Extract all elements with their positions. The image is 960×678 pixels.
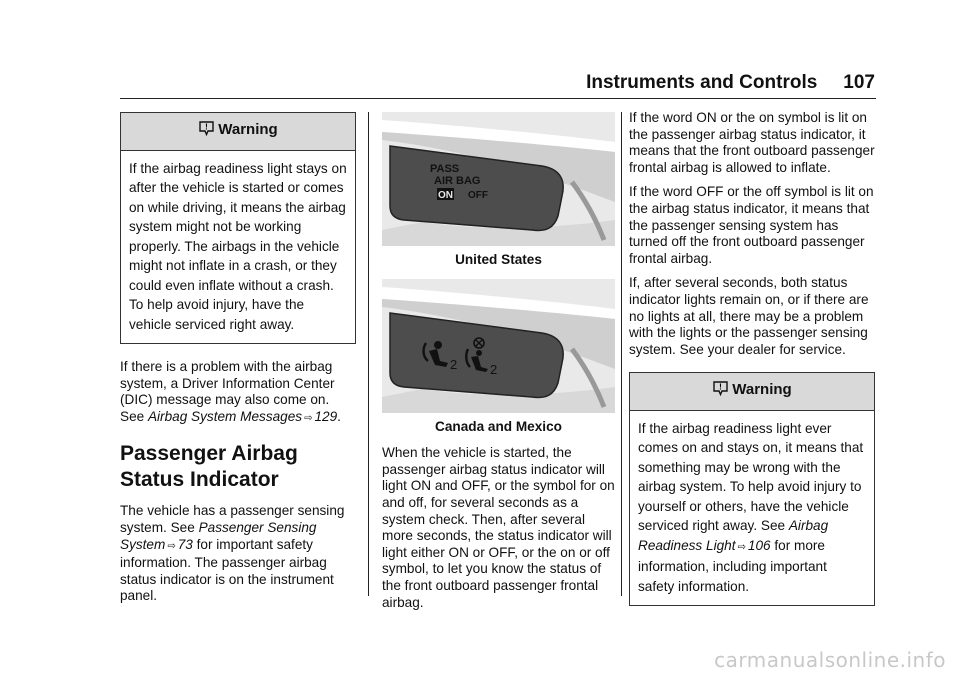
warning-title: Warning <box>732 381 792 399</box>
svg-text:!: ! <box>205 122 209 132</box>
figure-canada-mexico-indicator <box>382 279 615 413</box>
paragraph: If the word ON or the on symbol is lit on the passenger airbag status indicator, it means that the front outboard passenger frontal airbag is allowed to inflate. <box>629 110 875 175</box>
svg-text:!: ! <box>719 382 723 392</box>
warning-header <box>121 113 355 151</box>
section-heading: Passenger Airbag Status Indicator <box>120 442 298 492</box>
seat-number-1: 2 <box>450 356 458 372</box>
paragraph: If, after several seconds, both status indicator lights remain on, or if there are no lights at all, there may be a problem with the lights or the passenger sensing system. See your dealer for service. <box>629 275 869 357</box>
watermark: carmanualsonline.info <box>714 648 946 672</box>
text: for important safety information. The passenger airbag status indicator is on the instrument panel. <box>120 536 334 604</box>
page-number: 107 <box>843 72 875 93</box>
warning-box-2 <box>629 372 875 606</box>
page-ref[interactable]: 73 <box>177 536 193 552</box>
text: If there is a problem with the airbag system, a Driver Information Center (DIC) message may also come on. See <box>120 359 335 424</box>
warning-icon <box>198 120 215 142</box>
page-arrow-icon: ⇨ <box>167 540 176 552</box>
paragraph: If the word OFF or the off symbol is lit on the airbag status indicator, it means that the passenger sensing system has turned off the front outboard passenger frontal airbag. <box>629 184 874 266</box>
page-header <box>0 72 875 94</box>
text: . <box>337 408 341 424</box>
text: If the airbag readiness light ever comes on and stays on, it means that something may be wrong with the airbag system. To help avoid injury to yourself or others, have the vehicle serviced right away. See <box>638 420 864 534</box>
warning-box-1 <box>120 112 356 344</box>
page-ref[interactable]: 129 <box>314 408 338 424</box>
warning-text <box>638 419 866 597</box>
column-3 <box>629 110 875 606</box>
column-divider-2 <box>621 112 622 596</box>
warning-icon <box>712 380 729 402</box>
text: for more information, including important safety information. <box>638 537 827 594</box>
page-ref[interactable]: 106 <box>747 537 771 553</box>
off-label: OFF <box>468 190 488 201</box>
figure-caption: United States <box>455 252 542 267</box>
page-arrow-icon: ⇨ <box>304 412 313 424</box>
column-2 <box>382 112 615 619</box>
section-title: Instruments and Controls <box>586 72 818 93</box>
airbag-label: AIR BAG <box>434 175 481 187</box>
paragraph <box>120 359 356 427</box>
paragraph: When the vehicle is started, the passenger airbag status indicator will light ON and OFF, or the symbol for on and off, for several seconds as a system check. Then, after several more seconds, the status indicator will light either ON or OFF, or the on or off symbol, to let you know the status of the front outboard passenger frontal airbag. <box>382 445 615 610</box>
warning-header <box>630 373 874 411</box>
pass-label: PASS <box>430 163 460 175</box>
text: The vehicle has a passenger sensing system. See <box>120 503 345 536</box>
link-airbag-readiness-light[interactable]: Airbag Readiness Light <box>638 518 829 553</box>
figure-caption: Canada and Mexico <box>435 418 562 434</box>
link-passenger-sensing-system[interactable]: Passenger Sensing System <box>120 520 317 552</box>
page-arrow-icon: ⇨ <box>737 541 746 553</box>
header-rule <box>120 98 876 99</box>
link-airbag-system-messages[interactable]: Airbag System Messages <box>147 408 303 424</box>
paragraph <box>120 503 356 605</box>
seat-number-2: 2 <box>490 361 498 377</box>
warning-text: If the airbag readiness light stays on after the vehicle is started or comes on while driving, it means the airbag system might not be working properly. The airbags in the vehicle might not inflate in a crash, or they could even inflate without a crash. To help avoid injury, have the vehicle serviced right away. <box>129 160 347 332</box>
column-1 <box>120 112 356 613</box>
warning-title: Warning <box>218 121 278 138</box>
column-divider-1 <box>368 112 369 596</box>
on-label: ON <box>438 190 453 201</box>
figure-us-indicator <box>382 112 615 246</box>
